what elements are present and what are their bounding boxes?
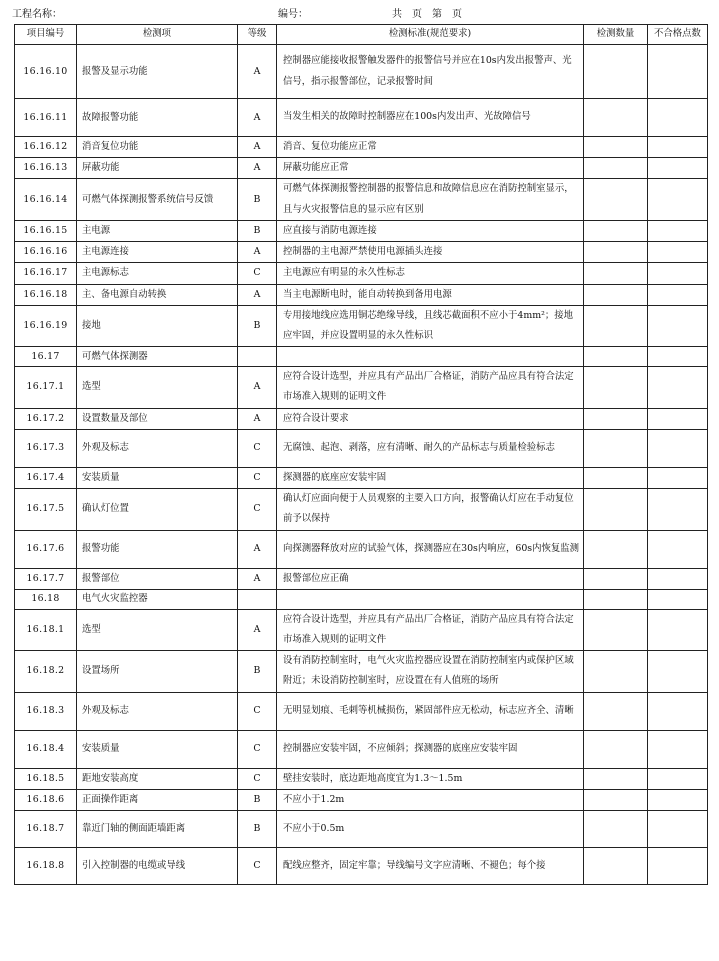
row-failed-count [648,730,708,768]
row-item: 报警部位 [77,568,238,589]
row-quantity [584,651,648,692]
row-item: 外观及标志 [77,692,238,730]
row-grade: A [238,242,277,263]
row-failed-count [648,530,708,568]
row-quantity [584,158,648,179]
row-grade: A [238,568,277,589]
row-code: 16.18.8 [15,848,77,885]
row-standard: 无腐蚀、起泡、剥落，应有清晰、耐久的产品标志与质量检验标志 [277,429,584,467]
row-failed-count [648,692,708,730]
row-grade: C [238,848,277,885]
row-quantity [584,768,648,789]
row-standard: 控制器应能接收报警触发器件的报警信号并应在10s内发出报警声、光信号，指示报警部位，记录报警时间 [277,45,584,99]
row-standard: 主电源应有明显的永久性标志 [277,263,584,284]
row-code: 16.18 [15,589,77,609]
table-row [15,408,708,429]
row-grade: A [238,137,277,158]
row-standard: 配线应整齐，固定牢靠；导线编号文字应清晰、不褪色；每个接 [277,848,584,885]
row-quantity [584,284,648,305]
row-quantity [584,45,648,99]
row-failed-count [648,284,708,305]
row-item: 确认灯位置 [77,489,238,530]
row-grade: A [238,284,277,305]
row-quantity [584,489,648,530]
row-standard: 应符合设计选型，并应具有产品出厂合格证，消防产品应具有符合法定市场准入规则的证明文件 [277,367,584,408]
row-grade: C [238,429,277,467]
row-grade: C [238,730,277,768]
row-item: 引入控制器的电缆或导线 [77,848,238,885]
row-failed-count [648,789,708,810]
row-failed-count [648,467,708,488]
row-item: 外观及标志 [77,429,238,467]
row-failed-count [648,242,708,263]
row-code: 16.16.10 [15,45,77,99]
row-standard [277,347,584,367]
table-row [15,768,708,789]
row-quantity [584,179,648,220]
row-standard: 报警部位应正确 [277,568,584,589]
row-code: 16.17.4 [15,467,77,488]
row-code: 16.16.18 [15,284,77,305]
row-grade: A [238,609,277,650]
table-row [15,158,708,179]
table-row [15,730,708,768]
row-failed-count [648,589,708,609]
form-header [0,5,719,21]
inspection-table [14,24,708,885]
row-code: 16.16.14 [15,179,77,220]
table-row [15,242,708,263]
row-quantity [584,137,648,158]
row-grade: B [238,811,277,848]
row-failed-count [648,263,708,284]
table-row [15,305,708,346]
row-standard: 探测器的底座应安装牢固 [277,467,584,488]
row-grade: C [238,467,277,488]
row-item: 报警功能 [77,530,238,568]
table-row [15,692,708,730]
row-item: 屏蔽功能 [77,158,238,179]
table-row [15,347,708,367]
row-standard: 当主电源断电时，能自动转换到备用电源 [277,284,584,305]
row-failed-count [648,347,708,367]
row-standard: 设有消防控制室时，电气火灾监控器应设置在消防控制室内或保护区域附近；未设消防控制室时，应设置在有人值班的场所 [277,651,584,692]
column-header-code: 项目编号 [15,25,77,45]
row-item: 电气火灾监控器 [77,589,238,609]
row-grade: B [238,220,277,241]
row-failed-count [648,158,708,179]
row-item: 安装质量 [77,467,238,488]
row-item: 可燃气体探测报警系统信号反馈 [77,179,238,220]
row-standard: 控制器应安装牢固，不应倾斜；探测器的底座应安装牢固 [277,730,584,768]
project-name-label: 工程名称： [12,9,62,20]
table-row [15,284,708,305]
row-quantity [584,347,648,367]
row-quantity [584,242,648,263]
form-number-label: 编号： [278,9,308,20]
row-grade: B [238,789,277,810]
row-code: 16.18.2 [15,651,77,692]
table-row [15,609,708,650]
row-grade: A [238,367,277,408]
table-row [15,589,708,609]
row-standard: 不应小于1.2m [277,789,584,810]
row-item: 设置场所 [77,651,238,692]
row-failed-count [648,651,708,692]
row-standard: 屏蔽功能应正常 [277,158,584,179]
row-code: 16.17.5 [15,489,77,530]
row-item: 主电源 [77,220,238,241]
row-grade: A [238,408,277,429]
table-row [15,179,708,220]
row-standard: 专用接地线应选用铜芯绝缘导线，且线芯截面积不应小于4mm²；接地应牢固，并应设置明显的永久性标识 [277,305,584,346]
table-row [15,568,708,589]
row-code: 16.18.1 [15,609,77,650]
row-quantity [584,467,648,488]
row-grade: B [238,305,277,346]
row-failed-count [648,179,708,220]
row-quantity [584,263,648,284]
table-row [15,789,708,810]
row-standard: 壁挂安装时，底边距地高度宜为1.3～1.5m [277,768,584,789]
row-standard: 可燃气体探测报警控制器的报警信息和故障信息应在消防控制室显示，且与火灾报警信息的显示应有区别 [277,179,584,220]
row-grade [238,347,277,367]
table-row [15,367,708,408]
row-failed-count [648,367,708,408]
row-quantity [584,305,648,346]
row-failed-count [648,848,708,885]
table-row [15,429,708,467]
row-standard: 控制器的主电源严禁使用电源插头连接 [277,242,584,263]
row-failed-count [648,408,708,429]
row-item: 主、备电源自动转换 [77,284,238,305]
row-item: 设置数量及部位 [77,408,238,429]
column-header-quantity: 检测数量 [584,25,648,45]
row-item: 故障报警功能 [77,99,238,137]
table-row [15,848,708,885]
row-failed-count [648,137,708,158]
row-standard: 应符合设计选型，并应具有产品出厂合格证，消防产品应具有符合法定市场准入规则的证明文件 [277,609,584,650]
row-grade: C [238,768,277,789]
row-standard: 应符合设计要求 [277,408,584,429]
table-row [15,489,708,530]
column-header-grade: 等级 [238,25,277,45]
row-failed-count [648,768,708,789]
row-quantity [584,220,648,241]
row-quantity [584,730,648,768]
row-quantity [584,408,648,429]
row-standard [277,589,584,609]
row-item: 消音复位功能 [77,137,238,158]
row-item: 主电源连接 [77,242,238,263]
row-failed-count [648,45,708,99]
row-code: 16.18.4 [15,730,77,768]
row-quantity [584,99,648,137]
table-row [15,220,708,241]
table-row [15,530,708,568]
row-item: 距地安装高度 [77,768,238,789]
row-failed-count [648,568,708,589]
row-item: 接地 [77,305,238,346]
row-failed-count [648,429,708,467]
row-code: 16.16.19 [15,305,77,346]
page-count-label: 共 页 第 页 [392,9,462,20]
row-code: 16.17.1 [15,367,77,408]
row-item: 正面操作距离 [77,789,238,810]
row-code: 16.18.3 [15,692,77,730]
row-grade: A [238,530,277,568]
table-row [15,263,708,284]
row-code: 16.17.6 [15,530,77,568]
row-item: 选型 [77,367,238,408]
row-standard: 向探测器释放对应的试验气体，探测器应在30s内响应，60s内恢复监测 [277,530,584,568]
row-quantity [584,811,648,848]
row-item: 可燃气体探测器 [77,347,238,367]
table-row [15,137,708,158]
row-grade: C [238,692,277,730]
table-row [15,467,708,488]
row-failed-count [648,811,708,848]
row-grade [238,589,277,609]
row-code: 16.18.6 [15,789,77,810]
row-code: 16.18.5 [15,768,77,789]
row-item: 靠近门轴的侧面距墙距离 [77,811,238,848]
row-code: 16.17.3 [15,429,77,467]
row-code: 16.16.16 [15,242,77,263]
row-code: 16.16.17 [15,263,77,284]
row-standard: 无明显划痕、毛刺等机械损伤，紧固部件应无松动，标志应齐全、清晰 [277,692,584,730]
row-quantity [584,530,648,568]
row-code: 16.17.7 [15,568,77,589]
row-grade: A [238,45,277,99]
row-grade: B [238,179,277,220]
table-row [15,99,708,137]
row-quantity [584,589,648,609]
row-standard: 消音、复位功能应正常 [277,137,584,158]
row-standard: 当发生相关的故障时控制器应在100s内发出声、光故障信号 [277,99,584,137]
row-item: 报警及显示功能 [77,45,238,99]
row-failed-count [648,99,708,137]
row-standard: 不应小于0.5m [277,811,584,848]
column-header-item: 检测项 [77,25,238,45]
row-code: 16.18.7 [15,811,77,848]
row-failed-count [648,489,708,530]
row-quantity [584,367,648,408]
row-failed-count [648,220,708,241]
row-standard: 确认灯应面向便于人员观察的主要入口方向，报警确认灯应在手动复位前予以保持 [277,489,584,530]
row-item: 主电源标志 [77,263,238,284]
row-quantity [584,692,648,730]
row-code: 16.16.13 [15,158,77,179]
table-header-row [15,25,708,45]
row-standard: 应直接与消防电源连接 [277,220,584,241]
row-quantity [584,568,648,589]
row-quantity [584,429,648,467]
row-item: 选型 [77,609,238,650]
row-code: 16.16.11 [15,99,77,137]
table-row [15,651,708,692]
row-quantity [584,609,648,650]
row-grade: B [238,651,277,692]
column-header-standard: 检测标准(规范要求) [277,25,584,45]
row-quantity [584,848,648,885]
row-item: 安装质量 [77,730,238,768]
row-code: 16.16.15 [15,220,77,241]
row-code: 16.17 [15,347,77,367]
row-grade: A [238,99,277,137]
row-quantity [584,789,648,810]
table-row [15,811,708,848]
row-code: 16.17.2 [15,408,77,429]
table-row [15,45,708,99]
row-failed-count [648,305,708,346]
row-failed-count [648,609,708,650]
row-grade: C [238,263,277,284]
column-header-failed: 不合格点数 [648,25,708,45]
row-code: 16.16.12 [15,137,77,158]
row-grade: C [238,489,277,530]
row-grade: A [238,158,277,179]
